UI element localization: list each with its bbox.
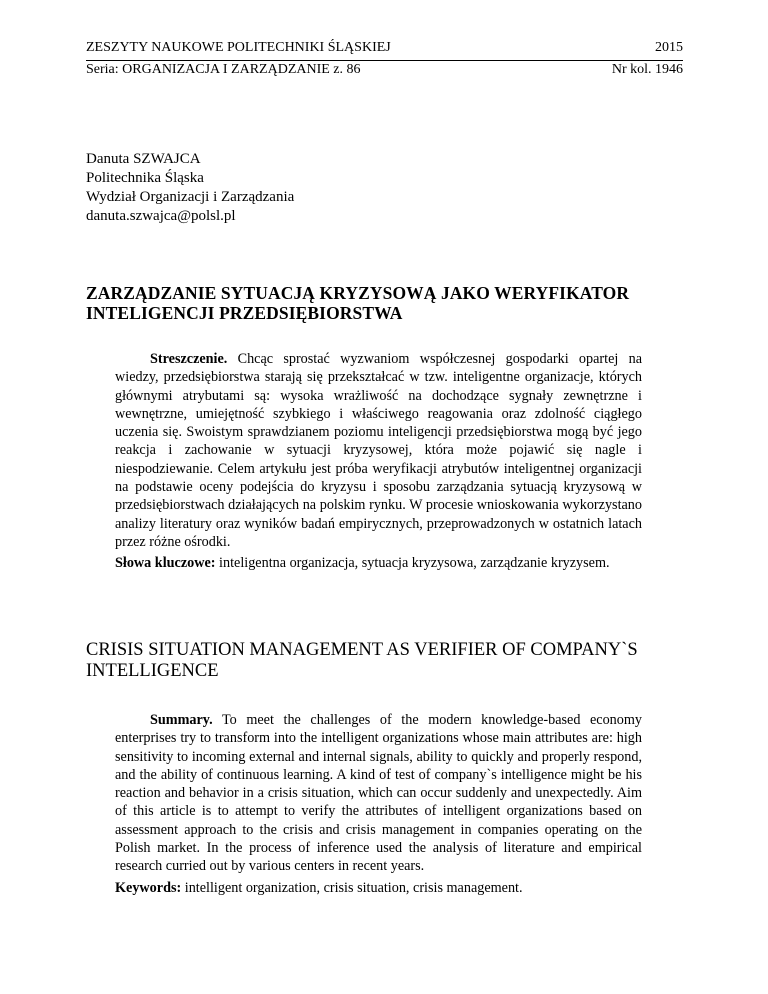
keywords-english (115, 879, 642, 897)
abstract-polish-label: Streszczenie. (150, 351, 228, 367)
keywords-english-text: intelligent organization, crisis situation, crisis management. (181, 879, 523, 896)
title-english: CRISIS SITUATION MANAGEMENT AS VERIFIER OF COMPANY`S INTELLIGENCE (86, 640, 638, 681)
abstract-english-label: Summary. (150, 712, 213, 728)
abstract-polish-text: Chcąc sprostać wyzwaniom współczesnej gospodarki opartej na wiedzy, przedsiębiorstwa starają się przekształcać w tzw. inteligentne organizacje, których głównymi atrybutami są: wysoka wrażliwość na dochodzące sygnały zewnętrzne i wewnętrzne, umiejętność szybkiego i właściwego reagowania oraz zdolność ciągłego uczenia się. Swoistym sprawdzianem poziomu inteligencji przedsiębiorstwa mogą być jego reakcja i zachowanie w sytuacji kryzysowej, która może pojawić się nagle i niespodziewanie. Celem artykułu jest próba weryfikacji atrybutów inteligentnej organizacji na podstawie oceny podejścia do kryzysu i sposobu zarządzania sytuacją kryzysową w przedsiębiorstwach działających na polskim rynku. W procesie wnioskowania wykorzystano analizy literatury oraz wyników badań empirycznych, przeprowadzonych w ostatnich latach przez różne ośrodki. (115, 351, 642, 550)
abstract-english-body (115, 711, 642, 876)
header-rule (86, 60, 683, 61)
journal-name: ZESZYTY NAUKOWE POLITECHNIKI ŚLĄSKIEJ (86, 40, 391, 55)
author-faculty: Wydział Organizacji i Zarządzania (86, 189, 295, 205)
author-university: Politechnika Śląska (86, 170, 204, 186)
keywords-polish-label: Słowa kluczowe: (115, 555, 216, 572)
journal-series: Seria: ORGANIZACJA I ZARZĄDZANIE z. 86 (86, 62, 361, 77)
author-email: danuta.szwajca@polsl.pl (86, 208, 236, 224)
author-name: Danuta SZWAJCA (86, 151, 201, 167)
keywords-polish (115, 554, 642, 572)
abstract-polish-body (115, 350, 642, 551)
title-polish: ZARZĄDZANIE SYTUACJĄ KRYZYSOWĄ JAKO WERYFIKATOR INTELIGENCJI PRZEDSIĘBIORSTWA (86, 283, 630, 323)
keywords-english-label: Keywords: (115, 879, 182, 896)
journal-year: 2015 (655, 40, 683, 55)
abstract-english (115, 711, 642, 897)
author-block (86, 150, 294, 226)
journal-number: Nr kol. 1946 (611, 62, 683, 77)
keywords-polish-text: inteligentna organizacja, sytuacja kryzysowa, zarządzanie kryzysem. (215, 555, 610, 572)
abstract-polish (115, 350, 642, 573)
abstract-english-text: To meet the challenges of the modern knowledge-based economy enterprises try to transform into the intelligent organizations whose main attributes are: high sensitivity to incoming external and internal signals, ability to quickly and properly respond, and the ability of continuous learning. A kind of test of company`s intelligence might be his reaction and behavior in a crisis situation, which can occur suddenly and unexpectedly. Aim of this article is to attempt to verify the attributes of intelligent organizations based on assessment approach to the crisis and crisis management in companies operating on the Polish market. In the process of inference used the analysis of literature and empirical research curried out by various centers in recent years. (115, 712, 642, 875)
